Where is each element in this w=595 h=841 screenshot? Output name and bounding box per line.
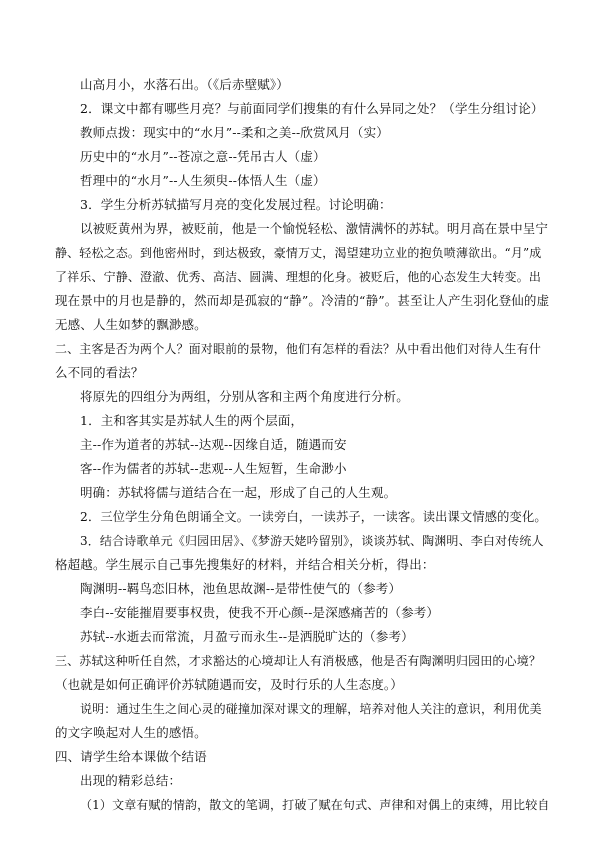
section-heading: 三、苏轼这种听任自然，才求豁达的心境却让人有消极感，他是否有陶渊明归园田的心境？ xyxy=(55,654,542,668)
text-line: 以被贬黄州为界，被贬前，他是一个愉悦轻松、激情满怀的苏轼。明月高在景中呈宁 xyxy=(80,221,549,236)
text-line: （也就是如何正确评价苏轼随遇而安，及时行乐的人生态度。） xyxy=(55,677,403,692)
text-line: 2．课文中都有哪些月亮？与前面同学们搜集的有什么异同之处？（学生分组讨论） xyxy=(80,101,544,116)
text-line: 了祥乐、宁静、澄澈、优秀、高洁、圆满、理想的化身。被贬后，他的心态发生大转变。出 xyxy=(55,270,542,284)
text-line: 说明：通过生生之间心灵的碰撞加深对课文的理解，培养对他人关注的意识，利用优美 xyxy=(80,702,542,716)
text-line: 主--作为道者的苏轼--达观--因缘自适，随遇而安 xyxy=(80,437,347,452)
text-line: 将原先的四组分为两组，分别从客和主两个角度进行分析。 xyxy=(80,389,409,404)
text-line: 陶渊明--羁鸟恋旧林，池鱼思故渊--是带性使气的（参考） xyxy=(80,581,402,596)
text-line: 静、轻松之态。到他密州时，到达极致，豪情万丈，渴望建功立业的抱负喷薄欲出。“月”成 xyxy=(55,246,542,260)
section-heading: 二、主客是否为两个人？面对眼前的景物，他们有怎样的看法？从中看出他们对待人生有什 xyxy=(55,342,542,356)
section-heading: 四、请学生给本课做个结语 xyxy=(55,749,207,764)
text-line: 3．结合诗歌单元《归园田居》、《梦游天姥吟留别》，谈谈苏轼、陶渊明、李白对传统人 xyxy=(80,534,544,548)
text-line: 3．学生分析苏轼描写月亮的变化发展过程。讨论明确： xyxy=(80,197,392,212)
text-line: 李白--安能摧眉要事权贵，使我不开心颜--是深感痛苦的（参考） xyxy=(80,605,440,620)
text-line: 明确：苏轼将儒与道结合在一起，形成了自己的人生观。 xyxy=(80,485,397,500)
text-line: 教师点拨：现实中的“水月”--柔和之美--欣赏风月（实） xyxy=(80,125,389,140)
text-line: 2．三位学生分角色朗诵全文。一读旁白，一读苏子，一读客。读出课文情感的变化。 xyxy=(80,510,547,524)
text-line: 1．主和客其实是苏轼人生的两个层面， xyxy=(80,413,304,428)
text-line: 出现的精彩总结： xyxy=(80,773,182,788)
text-line: （1）文章有赋的情韵，散文的笔调，打破了赋在句式、声律和对偶上的束缚，用比较自 xyxy=(80,798,550,812)
text-line: 山高月小，水落石出。（《后赤壁赋》） xyxy=(80,77,289,92)
text-line: 的文字唤起对人生的感悟。 xyxy=(55,725,207,740)
text-line: 现在景中的月也是静的，然而却是孤寂的“静”。冷清的“静”。甚至让人产生羽化登仙的虚 xyxy=(55,293,550,308)
text-line: 客--作为儒者的苏轼--悲观--人生短暂，生命渺小 xyxy=(80,461,347,476)
section-heading: 么不同的看法？ xyxy=(55,365,144,380)
text-line: 苏轼--水逝去而常流，月盈亏而永生--是洒脱旷达的（参考） xyxy=(80,629,414,644)
text-line: 历史中的“水月”--苍凉之意--凭吊古人（虚） xyxy=(80,149,326,164)
text-line: 无感、人生如梦的飘渺感。 xyxy=(55,317,207,332)
text-line: 格超越。学生展示自己事先搜集好的材料，并结合相关分析，得出： xyxy=(55,557,435,572)
text-line: 哲理中的“水月”--人生须臾--体悟人生（虚） xyxy=(80,173,326,188)
